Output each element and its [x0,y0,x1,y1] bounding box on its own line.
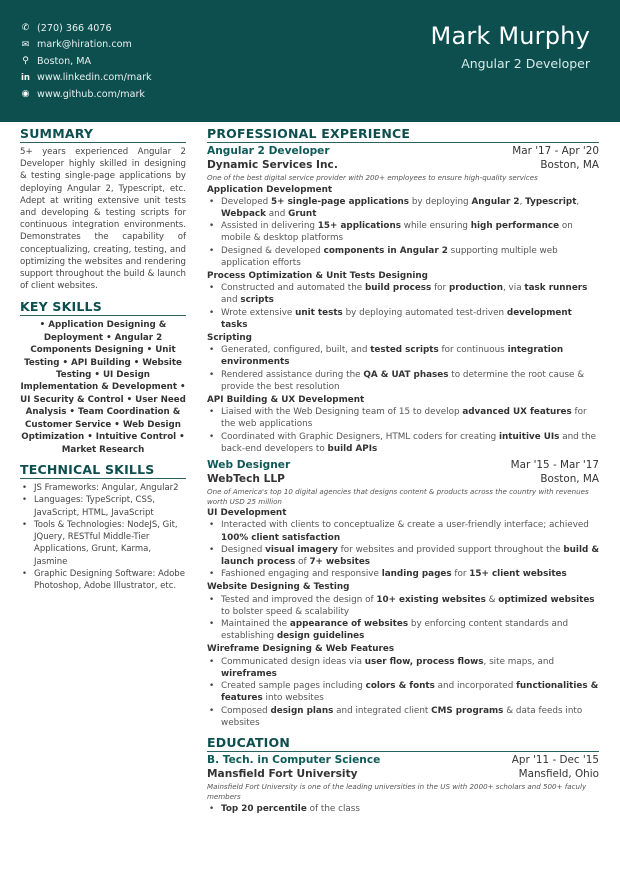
responsibility-item: • Rendered assistance during the QA & UAT phases to determine the root cause & provide the best resolution [207,369,599,393]
phone-icon: ✆ [21,23,30,34]
company-name: WebTech LLP [207,473,285,486]
responsibility-list [207,196,599,269]
responsibility-group-title: Scripting [207,333,252,344]
responsibility-group-title: Process Optimization & Unit Tests Designing [207,271,428,282]
contact-phone [20,20,152,37]
email-icon: ✉ [21,39,30,50]
company-description: One of America's top 10 digital agencies that designs content & products across the country with revenues worth USD 25 million [207,487,589,506]
summary-heading: SUMMARY [20,126,186,143]
technical-skill-item: • JS Frameworks: Angular, Angular2 [20,482,186,494]
responsibility-item: • Tested and improved the design of 10+ existing websites & optimized websites to bolster speed & scalability [207,594,599,618]
education-achievement: • Top 20 percentile of the class [207,803,599,815]
technical-skills-heading: TECHNICAL SKILLS [20,462,186,479]
responsibility-item: • Designed visual imagery for websites and provided support throughout the build & launch process of 7+ websites [207,544,599,568]
responsibility-item: • Developed 5+ single-page applications by deploying Angular 2, Typescript, Webpack and Grunt [207,196,599,220]
contact-linkedin[interactable] [20,70,152,87]
job-dates: Mar '17 - Apr '20 [512,145,599,157]
job-title-row [207,145,599,157]
github-link[interactable]: www.github.com/mark [37,88,145,100]
key-skills-text: • Application Designing & Deployment • Angular 2 Components Designing • Unit Testing • API Building • Website Testing • UI Design Implementation & Development • UI Security & Control • User Need Analysis • Team Coordination & Customer Service • Web Design Optimization • Intuitive Control • Market Research [20,320,186,455]
responsibility-group-title: Website Designing & Testing [207,582,350,593]
responsibility-item: • Generated, configured, built, and tested scripts for continuous integration environments [207,344,599,368]
contact-info [20,20,152,103]
school-location: Mansfield, Ohio [518,767,599,780]
summary-text: 5+ years experienced Angular 2 Developer highly skilled in designing & testing single-page applications by deploying Angular 2, Typescript, etc. Adept at writing extensive unit tests and developing & testing scripts for continuous integration environments. Demonstrates the capability of conceptualizing, creating, testing, and optimizing the websites and rendering support throughout the build & launch of client websites. [20,147,186,292]
left-column [20,126,186,593]
phone-text: (270) 366 4076 [37,22,112,34]
responsibility-item: • Maintained the appearance of websites by enforcing content standards and establishing design guidelines [207,618,599,642]
linkedin-icon: in [21,72,30,83]
candidate-title: Angular 2 Developer [461,56,590,71]
job-company-row [207,473,599,485]
responsibility-item: • Created sample pages including colors & fonts and incorporated functionalities & features into websites [207,680,599,704]
contact-github[interactable] [20,86,152,103]
responsibility-list [207,344,599,393]
responsibility-item: • Interacted with clients to conceptualize & create a user-friendly interface; achieved 100% client satisfaction [207,519,599,543]
key-skills-heading: KEY SKILLS [20,299,186,316]
responsibility-list [207,519,599,580]
company-name: Dynamic Services Inc. [207,159,338,171]
responsibility-list [207,406,599,455]
jobs-list [207,145,599,729]
contact-email[interactable] [20,37,152,54]
responsibility-list [207,594,599,643]
responsibility-item: • Communicated design ideas via user flow, process flows, site maps, and wireframes [207,656,599,680]
location-pin-icon: ⚲ [22,56,29,67]
responsibility-item: • Constructed and automated the build process for production, via task runners and scripts [207,282,599,306]
job-location: Boston, MA [540,159,599,171]
technical-skill-item: • Languages: TypeScript, CSS, JavaScript, HTML, JavaScript [20,494,186,519]
github-icon: ◉ [21,89,30,100]
contact-location [20,53,152,70]
degree-row [207,754,599,766]
technical-skills-list [20,482,186,593]
job-dates: Mar '15 - Mar '17 [510,459,599,472]
school-row [207,768,599,780]
responsibility-list [207,656,599,729]
responsibility-item: • Assisted in delivering 15+ applications while ensuring high performance on mobile & desktop platforms [207,220,599,244]
responsibility-list [207,282,599,331]
responsibility-item: • Wrote extensive unit tests by deploying automated test-driven development tasks [207,307,599,331]
resume-header [0,0,620,122]
location-text: Boston, MA [37,55,92,67]
technical-skill-item: • Tools & Technologies: NodeJS, Git, JQuery, RESTful Middle-Tier Applications, Grunt, Karma, Jasmine [20,519,186,568]
job-entry [207,459,599,729]
right-column [207,126,599,815]
responsibility-group-title: Wireframe Designing & Web Features [207,644,395,655]
degree-name: B. Tech. in Computer Science [207,753,381,766]
linkedin-link[interactable]: www.linkedin.com/mark [37,72,152,84]
education-entry [207,754,599,815]
job-title-row [207,459,599,471]
school-description: Mainsfield Fort University is one of the leading universities in the US with 2000+ scholars and 500+ faculy members [207,781,587,801]
responsibility-item: • Composed design plans and integrated client CMS programs & data feeds into websites [207,705,599,729]
education-heading: EDUCATION [207,735,599,752]
education-bullets [207,803,599,815]
responsibility-group-title: UI Development [207,508,287,519]
education-dates: Apr '11 - Dec '15 [511,753,599,766]
responsibility-item: • Designed & developed components in Angular 2 supporting multiple web application efforts [207,245,599,269]
email-text[interactable]: mark@hiration.com [37,39,132,51]
job-location: Boston, MA [540,473,599,486]
job-role: Web Designer [207,459,291,472]
responsibility-item: • Coordinated with Graphic Designers, HTML coders for creating intuitive UIs and the back-end developers to build APIs [207,431,599,455]
responsibility-group-title: API Building & UX Development [207,395,365,406]
job-entry [207,145,599,455]
responsibility-group-title: Application Development [207,184,333,195]
job-role: Angular 2 Developer [207,145,330,157]
technical-skill-item: • Graphic Designing Software: Adobe Photoshop, Adobe Illustrator, etc. [20,568,186,593]
job-company-row [207,159,599,171]
responsibility-item: • Fashioned engaging and responsive landing pages for 15+ client websites [207,568,599,580]
school-name: Mansfield Fort University [207,767,358,780]
candidate-name: Mark Murphy [430,22,590,50]
company-description: One of the best digital service provider with 200+ employees to ensure high-quality services [207,173,538,182]
responsibility-item: • Liaised with the Web Designing team of 15 to develop advanced UX features for the web applications [207,406,599,430]
experience-heading: PROFESSIONAL EXPERIENCE [207,126,599,143]
